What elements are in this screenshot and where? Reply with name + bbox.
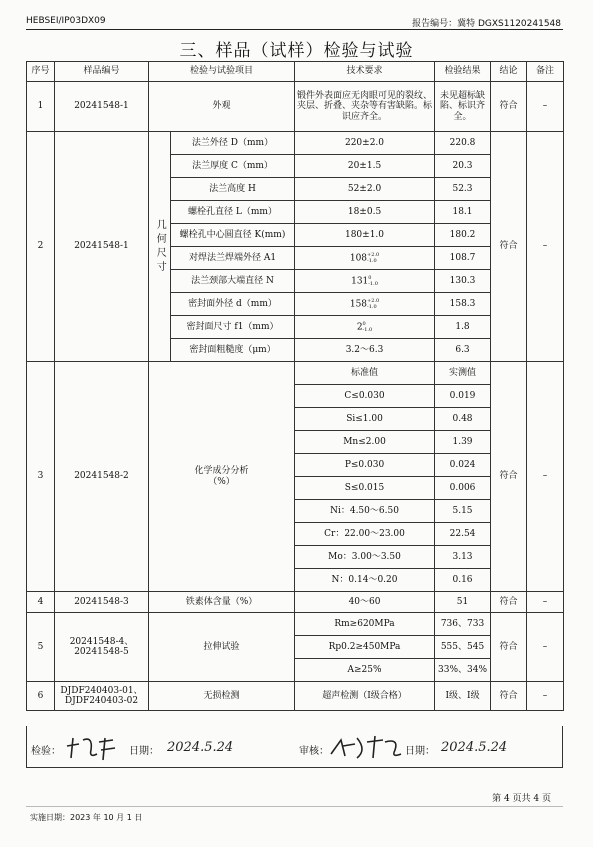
reviewer-label: 审核： xyxy=(299,746,329,757)
row-no: 4 xyxy=(27,592,55,613)
requirement-tolerance xyxy=(295,270,435,293)
result: 51 xyxy=(435,592,491,613)
table-row xyxy=(27,362,564,385)
sub-item: 法兰厚度 C（mm） xyxy=(171,155,295,178)
test-item: 无损检测 xyxy=(149,682,295,711)
conclusion: 符合 xyxy=(491,613,527,682)
lower-tolerance: -1.0 xyxy=(362,327,373,333)
requirement: 18±0.5 xyxy=(295,201,435,224)
lower-tolerance: -1.0 xyxy=(368,281,378,287)
conclusion: 符合 xyxy=(491,362,527,592)
std-header: 标准值 xyxy=(295,362,435,385)
table-row xyxy=(27,592,564,613)
sub-item: 密封面尺寸 f1（mm） xyxy=(171,316,295,339)
result: 736、733 xyxy=(435,613,491,636)
requirement: S≤0.015 xyxy=(295,477,435,500)
upper-tolerance: 0 xyxy=(368,275,372,281)
test-item: 外观 xyxy=(149,82,295,132)
requirement: Mo：3.00～3.50 xyxy=(295,546,435,569)
conclusion: 符合 xyxy=(491,132,527,362)
report-number: 报告编号：冀特 DGXS1120241548 xyxy=(412,19,561,29)
sample-id: DJDF240403-01、DJDF240403-02 xyxy=(55,682,149,711)
inspector-signature xyxy=(63,732,119,762)
sub-item: 对焊法兰焊端外径 A1 xyxy=(171,247,295,270)
sub-item: 密封面外径 d（mm） xyxy=(171,293,295,316)
result: 18.1 xyxy=(435,201,491,224)
requirement: N：0.14～0.20 xyxy=(295,569,435,592)
inspection-table xyxy=(26,61,564,711)
requirement: 锻件外表面应无肉眼可见的裂纹、夹层、折叠、夹杂等有害缺陷。标识应齐全。 xyxy=(295,82,435,132)
col-header-item: 检验与试验项目 xyxy=(149,62,295,82)
review-date: 2024.5.24 xyxy=(441,740,508,755)
result: 180.2 xyxy=(435,224,491,247)
requirement: Ni：4.50～6.50 xyxy=(295,500,435,523)
requirement: Cr：22.00～23.00 xyxy=(295,523,435,546)
remark: – xyxy=(527,682,564,711)
sub-item: 法兰高度 H xyxy=(171,178,295,201)
sample-id: 20241548-1 xyxy=(55,132,149,362)
remark: – xyxy=(527,82,564,132)
nominal-value: 108 xyxy=(349,253,368,264)
test-item: 铁素体含量（%） xyxy=(149,592,295,613)
result: 33%、34% xyxy=(435,659,491,682)
sub-item: 法兰外径 D（mm） xyxy=(171,132,295,155)
sub-item: 法兰颈部大端直径 N xyxy=(171,270,295,293)
sub-item: 螺栓孔中心圆直径 K(mm) xyxy=(171,224,295,247)
signature-row xyxy=(26,726,563,768)
requirement-tolerance xyxy=(295,293,435,316)
lower-tolerance: -1.0 xyxy=(367,258,377,264)
requirement: 超声检测（Ⅰ级合格） xyxy=(295,682,435,711)
result: 158.3 xyxy=(435,293,491,316)
result: 20.3 xyxy=(435,155,491,178)
nominal-value: 131 xyxy=(351,276,369,287)
sub-item: 密封面粗糙度（μm） xyxy=(171,339,295,362)
result: 555、545 xyxy=(435,636,491,659)
page-title: 三、样品（试样）检验与试验 xyxy=(179,41,414,61)
footer-divider xyxy=(26,806,563,807)
lower-tolerance: -1.0 xyxy=(367,304,377,310)
result: 0.019 xyxy=(435,385,491,408)
upper-tolerance: +2.0 xyxy=(367,298,380,304)
inspector-label: 检验： xyxy=(31,746,61,757)
review-date-label: 日期： xyxy=(405,746,435,757)
result: 1.8 xyxy=(435,316,491,339)
inspect-date-label: 日期： xyxy=(129,746,159,757)
requirement: P≤0.030 xyxy=(295,454,435,477)
result: 0.16 xyxy=(435,569,491,592)
sub-item: 螺栓孔直径 L（mm） xyxy=(171,201,295,224)
table-row xyxy=(27,613,564,636)
nominal-value: 2 xyxy=(356,322,363,333)
requirement: Mn≤2.00 xyxy=(295,431,435,454)
requirement: 40～60 xyxy=(295,592,435,613)
table-row xyxy=(27,82,564,132)
table-header-row xyxy=(27,62,564,82)
result: 0.024 xyxy=(435,454,491,477)
requirement: Rp0.2≥450MPa xyxy=(295,636,435,659)
table-row xyxy=(27,132,564,155)
remark: – xyxy=(527,362,564,592)
result: 130.3 xyxy=(435,270,491,293)
result: 22.54 xyxy=(435,523,491,546)
sample-id: 20241548-2 xyxy=(55,362,149,592)
requirement: Rm≥620MPa xyxy=(295,613,435,636)
result: 3.13 xyxy=(435,546,491,569)
sample-id: 20241548-1 xyxy=(55,82,149,132)
col-header-result: 检验结果 xyxy=(435,62,491,82)
remark: – xyxy=(527,592,564,613)
requirement: 220±2.0 xyxy=(295,132,435,155)
col-header-no: 序号 xyxy=(27,62,55,82)
requirement: Si≤1.00 xyxy=(295,408,435,431)
remark: – xyxy=(527,132,564,362)
col-header-req: 技术要求 xyxy=(295,62,435,82)
col-header-sample: 样品编号 xyxy=(55,62,149,82)
upper-tolerance: 0 xyxy=(362,321,366,327)
row-no: 2 xyxy=(27,132,55,362)
page-number: 第 4 页共 4 页 xyxy=(492,794,551,804)
row-no: 5 xyxy=(27,613,55,682)
sample-id: 20241548-3 xyxy=(55,592,149,613)
conclusion: 符合 xyxy=(491,82,527,132)
row-no: 1 xyxy=(27,82,55,132)
requirement: 3.2～6.3 xyxy=(295,339,435,362)
result: 52.3 xyxy=(435,178,491,201)
requirement: 20±1.5 xyxy=(295,155,435,178)
meas-header: 实测值 xyxy=(435,362,491,385)
col-header-remark: 备注 xyxy=(527,62,564,82)
result: 1.39 xyxy=(435,431,491,454)
result: 6.3 xyxy=(435,339,491,362)
requirement: 52±2.0 xyxy=(295,178,435,201)
row-no: 3 xyxy=(27,362,55,592)
requirement: C≤0.030 xyxy=(295,385,435,408)
result: 0.48 xyxy=(435,408,491,431)
sample-id: 20241548-4、20241548-5 xyxy=(55,613,149,682)
conclusion: 符合 xyxy=(491,592,527,613)
result: Ⅰ级、Ⅰ级 xyxy=(435,682,491,711)
result: 未见超标缺陷、标识齐全。 xyxy=(435,82,491,132)
table-row xyxy=(27,682,564,711)
test-item: 化学成分分析（%） xyxy=(149,362,295,592)
requirement-tolerance xyxy=(295,247,435,270)
test-item: 拉伸试验 xyxy=(149,613,295,682)
header-divider xyxy=(26,29,563,30)
requirement: A≥25% xyxy=(295,659,435,682)
requirement-tolerance xyxy=(295,316,435,339)
effective-date: 实施日期：2023 年 10 月 1 日 xyxy=(30,813,143,822)
result: 5.15 xyxy=(435,500,491,523)
row-no: 6 xyxy=(27,682,55,711)
result: 108.7 xyxy=(435,247,491,270)
inspect-date: 2024.5.24 xyxy=(167,740,234,755)
conclusion: 符合 xyxy=(491,682,527,711)
remark: – xyxy=(527,613,564,682)
doc-code: HEBSEI/IP03DX09 xyxy=(26,16,106,26)
nominal-value: 158 xyxy=(349,299,368,310)
requirement: 180±1.0 xyxy=(295,224,435,247)
upper-tolerance: +2.0 xyxy=(367,252,380,258)
group-label: 几何尺寸 xyxy=(149,132,171,362)
result: 0.006 xyxy=(435,477,491,500)
reviewer-signature xyxy=(327,732,407,762)
result: 220.8 xyxy=(435,132,491,155)
col-header-conclusion: 结论 xyxy=(491,62,527,82)
